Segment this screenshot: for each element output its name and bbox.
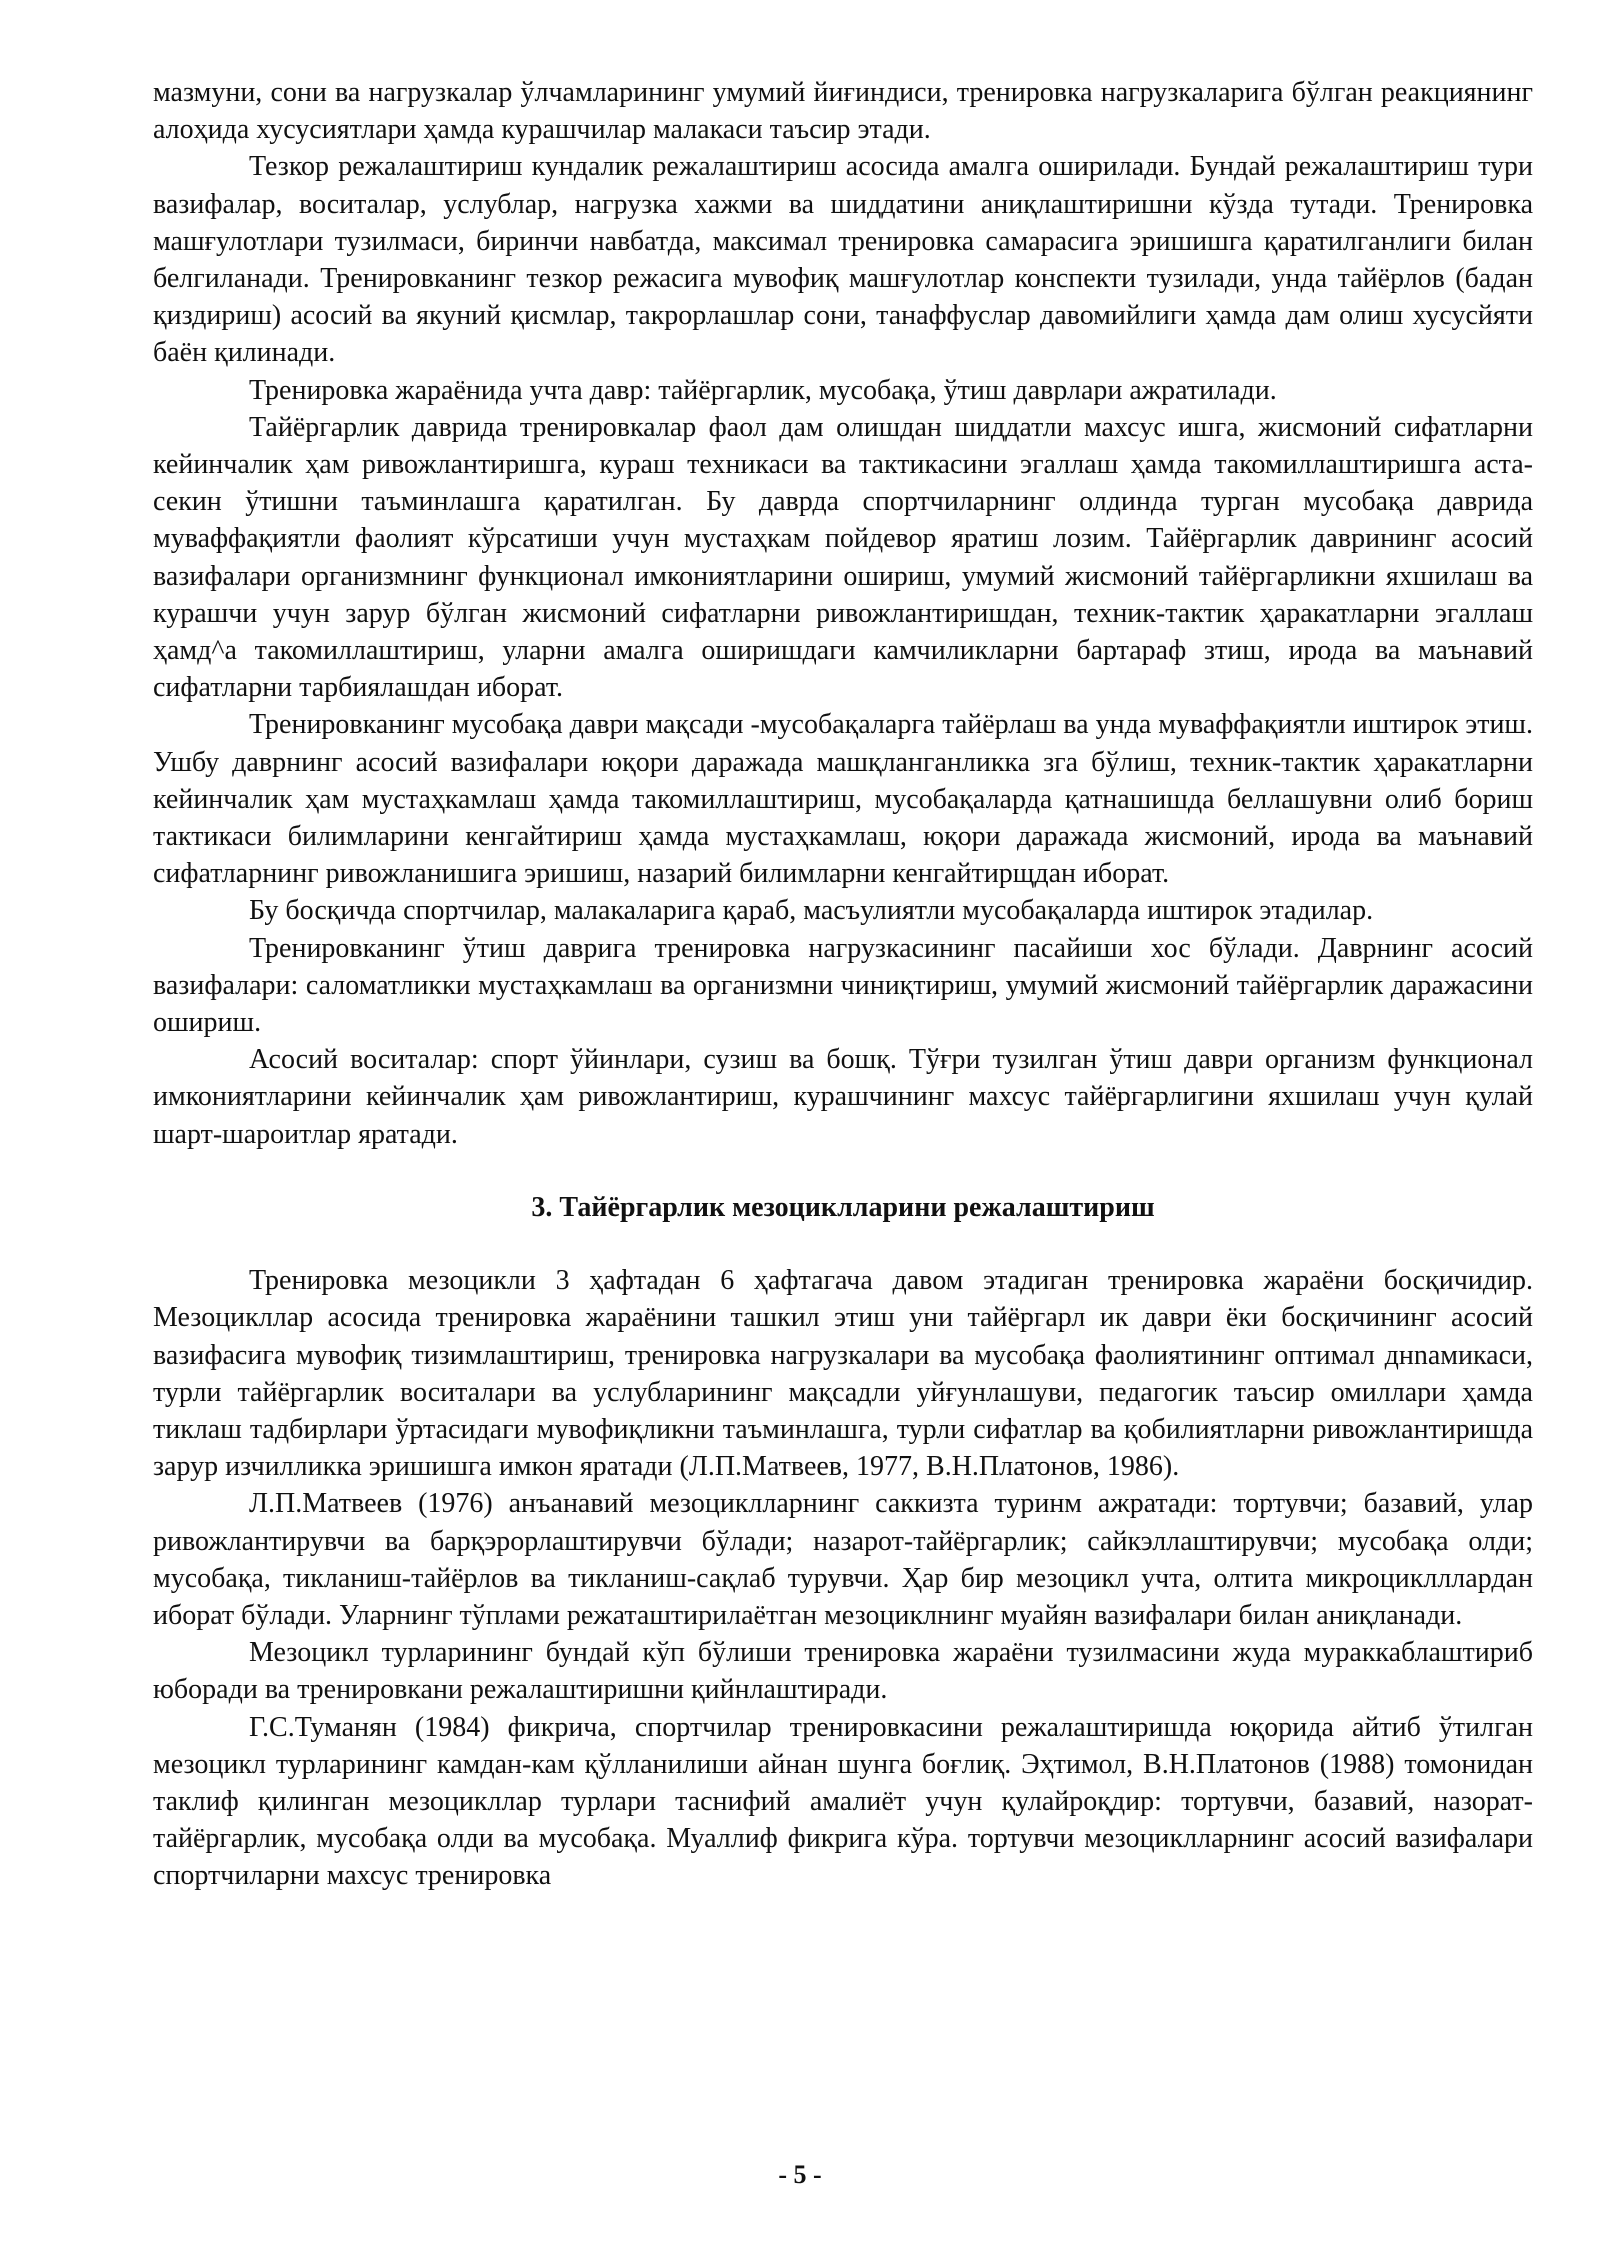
- section-heading: 3. Тайёргарлик мезоциклларини режалаштириш: [531, 1191, 1155, 1223]
- paragraph: Тренировканинг мусобақа даври мақсади -мусобақаларга тайёрлаш ва унда муваффақиятли иштирок этиш. Ушбу даврнинг асосий вазифалари юқори даражада машқланганликка зга бўлиш, техник-тактик ҳаракатларни кейинчалик ҳам мустаҳкамлаш ҳамда такомиллаштириш, мусобақаларда қатнашишда беллашувни олиб бориш тактикаси билимларини кенгайтириш ҳамда мустаҳкамлаш, юқори даражада жисмоний, ирода ва маънавий сифатларнинг ривожланишига эришиш, назарий билимларни кенгайтирщдан иборат.: [153, 709, 1533, 890]
- page-number: - 5 -: [778, 2160, 822, 2189]
- paragraph: Мезоцикл турларининг бундай кўп бўлиши тренировка жараёни тузилмасини жуда мураккаблаштириб юборади ва тренировкани режалаштиришни қийнлаштиради.: [153, 1637, 1533, 1706]
- paragraph: Асосий воситалар: спорт ўйинлари, сузиш ва бошқ. Тўғри тузилган ўтиш даври организм функционал имкониятларини кейинчалик ҳам ривожлантириш, курашчининг махсус тайёргарлигини яхшилаш учун қулай шарт-шароитлар яратади.: [153, 1044, 1533, 1150]
- paragraph: Тренировка жараёнида учта давр: тайёргарлик, мусобақа, ўтиш даврлари ажратилади.: [249, 374, 1277, 406]
- document-page: [153, 74, 1533, 1895]
- paragraph: мазмуни, сони ва нагрузкалар ўлчамларининг умумий йиғиндиси, тренировка нагрузкаларига бўлган реакциянинг алоҳида хусусиятлари ҳамда курашчилар малакаси таъсир этади.: [153, 77, 1533, 146]
- paragraph: Тренировканинг ўтиш даврига тренировка нагрузкасининг пасайиши хос бўлади. Даврнинг асосий вазифалари: саломатликки мустаҳкамлаш ва организмни чиниқтириш, умумий жисмоний тайёргарлик даражасини ошириш.: [153, 932, 1533, 1039]
- paragraph: Тайёргарлик даврида тренировкалар фаол дам олишдан шиддатли махсус ишга, жисмоний сифатларни кейинчалик ҳам ривожлантиришга, кураш техникаси ва тактикасини эгаллаш ҳамда такомиллаштиришга аста-секин ўтишни таъминлашга қаратилган. Бу даврда спортчиларнинг олдинда турган мусобақа даврида муваффақиятли фаолият кўрсатиши учун мустаҳкам пойдевор яратиш лозим. Тайёргарлик даврининг асосий вазифалари организмнинг функционал имкониятларини ошириш, умумий жисмоний тайёргарликни яхшилаш ва курашчи учун зарур бўлган жисмоний сифатларни ривожлантиришдан, техник-тактик ҳаракатларни эгаллаш ҳамд^а такомиллаштириш, уларни амалга оширишдаги камчиликларни бартараф зтиш, ирода ва маънавий сифатларни тарбиялашдан иборат.: [153, 411, 1533, 704]
- paragraph: Г.С.Туманян (1984) фикрича, спортчилар тренировкасини режалаштиришда юқорида айтиб ўтилган мезоцикл турларининг камдан-кам қўлланилиши айнан шунга боғлиқ. Эҳтимол, В.Н.Платонов (1988) томонидан таклиф қилинган мезоцикллар турлари таснифий амалиёт учун қулайроқдир: тортувчи, базавий, назорат-тайёргарлик, мусобақа олди ва мусобақа. Муаллиф фикрига кўра. тортувчи мезоциклларнинг асосий вазифалари спортчиларни махсус тренировка: [153, 1711, 1533, 1892]
- paragraph: Л.П.Матвеев (1976) анъанавий мезоциклларнинг саккизта туринм ажратади: тортувчи; базавий, улар ривожлантирувчи ва барқэрорлаштирувчи бўлади; назарот-тайёргарлик; сайкэллаштирувчи; мусобақа олди; мусобақа, тикланиш-тайёрлов ва тикланиш-сақлаб турувчи. Ҳар бир мезоцикл учта, олтита микроциклллардан иборат бўлади. Уларнинг тўплами режаташтирилаётган мезоциклнинг муайян вазифалари билан аниқланади.: [153, 1488, 1533, 1631]
- paragraph: Бу босқичда спортчилар, малакаларига қараб, масъулиятли мусобақаларда иштирок этадилар.: [249, 895, 1374, 927]
- paragraph: Тренировка мезоцикли 3 ҳафтадан 6 ҳафтагача давом этадиган тренировка жараёни босқичидир. Мезоцикллар асосида тренировка жараёнини ташкил этиш уни тайёргарл ик даври ёки босқичининг асосий вазифасига мувофиқ тизимлаштириш, тренировка нагрузкалари ва мусобақа фаолиятининг оптимал днnамикаси, турли тайёргарлик воситалари ва услубларининг мақсадли уйғунлашуви, педагогик таъсир омиллари ҳамда тиклаш тадбирлари ўртасидаги мувофиқликни таъминлашга, турли сифатлар ва қобилиятларни ривожлантиришда зарур изчилликка эришишга имкон яратади (Л.П.Матвеев, 1977, В.Н.Платонов, 1986).: [153, 1265, 1533, 1483]
- paragraph: Тезкор режалаштириш кундалик режалаштириш асосида амалга оширилади. Бундай режалаштириш тури вазифалар, воситалар, услублар, нагрузка хажми ва шиддатини аниқлаштиришни кўзда тутади. Тренировка машғулотлари тузилмаси, биринчи навбатда, максимал тренировка самарасига эришишга қаратилганлиги билан белгиланади. Тренировканинг тезкор режасига мувофиқ машғулотлар конспекти тузилади, унда тайёрлов (бадан қиздириш) асосий ва якуний қисмлар, такрорлашлар сони, танаффуслар давомийлиги ҳамда дам олиш хусусйяти баён қилинади.: [153, 151, 1533, 369]
